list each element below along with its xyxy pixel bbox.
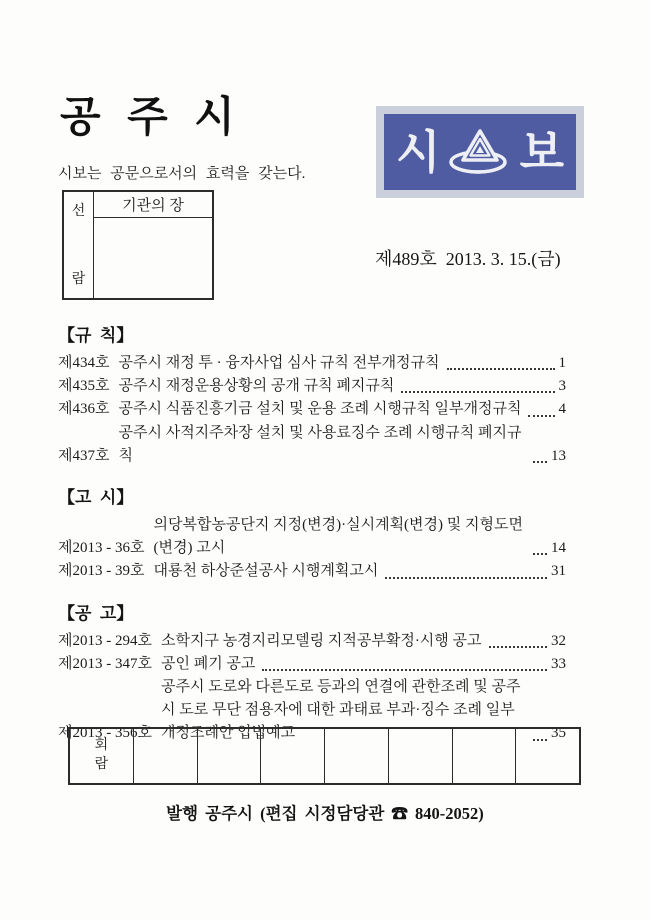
- circulation-empty-cell: [197, 729, 261, 783]
- toc-entry-title: 공주시 재정 투 · 융자사업 심사 규칙 전부개정규칙: [118, 355, 440, 371]
- toc-entry-number: 제2013 - 356호: [58, 725, 152, 742]
- toc-entry: [58, 560, 566, 583]
- dotted-leader: [533, 461, 547, 463]
- toc-entry-page: 4: [558, 401, 566, 418]
- toc-entry: [58, 514, 566, 560]
- toc-section: [58, 488, 566, 584]
- approval-main-column: [94, 192, 212, 298]
- sibo-stamp-inner: [384, 114, 576, 190]
- circulation-empty-cell: [133, 729, 197, 783]
- dotted-leader: [447, 368, 555, 370]
- toc-items: [58, 352, 566, 468]
- toc-entry-page: 3: [558, 378, 566, 395]
- circulation-label-cell: [70, 729, 133, 783]
- toc-entry-title: 공주시 도로와 다른도로 등과의 연결에 관한조례 및 공주시 도로 무단 점용자에 대한 과태료 부과·징수 조례 일부개정조례안 입법예고: [160, 679, 521, 742]
- issue-line: 제489호 2013. 3. 15.(금): [375, 249, 561, 269]
- approval-box: [62, 190, 214, 300]
- toc-section-heading: 【규 칙】: [58, 326, 134, 345]
- sibo-stamp: [376, 106, 584, 198]
- circulation-empty-cell: [388, 729, 452, 783]
- toc-entry-number: 제2013 - 294호: [58, 632, 152, 649]
- circulation-empty-cell: [324, 729, 388, 783]
- gongju-emblem-icon: [448, 128, 512, 176]
- toc-entry-page: 31: [551, 563, 566, 580]
- table-of-contents: [58, 326, 566, 766]
- toc-entry: [58, 398, 566, 421]
- toc-entry: [58, 375, 566, 398]
- circulation-label-bottom: 람: [94, 757, 109, 772]
- toc-entry-title: 의당복합농공단지 지정(변경)·실시계획(변경) 및 지형도면(변경) 고시: [153, 517, 523, 557]
- toc-entry-number: 제2013 - 36호: [58, 540, 145, 557]
- toc-entry-title: 소학지구 농경지리모델링 지적공부확정·시행 공고: [160, 632, 482, 649]
- toc-section-heading: 【고 시】: [58, 488, 134, 508]
- approval-side-top-label: 선: [71, 204, 86, 219]
- toc-entry-title: 공인 폐기 공고: [160, 655, 256, 672]
- circulation-empty-cell: [452, 729, 516, 783]
- dotted-leader: [533, 553, 547, 555]
- circulation-empty-cell: [515, 729, 579, 783]
- toc-entry-number: 제436호: [58, 401, 110, 418]
- toc-entry-number: 제2013 - 39호: [58, 563, 145, 580]
- stamp-char-si: 시: [396, 126, 441, 178]
- toc-section: [58, 604, 566, 746]
- toc-entry: [58, 422, 566, 468]
- dotted-leader: [489, 646, 547, 648]
- page-title: 공 주 시: [60, 95, 243, 141]
- circulation-box: [68, 727, 581, 785]
- approval-side-column: [64, 192, 94, 298]
- toc-entry-title: 대룡천 하상준설공사 시행계획고시: [153, 563, 379, 580]
- approval-side-bottom-label: 람: [71, 272, 86, 287]
- toc-entry-page: 14: [551, 540, 566, 557]
- toc-entry-number: 제434호: [58, 355, 110, 371]
- toc-entry-page: 13: [551, 447, 566, 464]
- toc-items: [58, 514, 566, 584]
- toc-entry-number: 제435호: [58, 378, 110, 395]
- approval-header: 기관의 장: [94, 192, 212, 218]
- publisher-footer: 발행 공주시 (편집 시정담당관 ☎ 840-2052): [166, 804, 484, 823]
- toc-entry: [58, 352, 566, 375]
- toc-entry-number: 제437호: [58, 447, 110, 464]
- approval-signature-area: [94, 218, 212, 298]
- toc-section-heading: 【공 고】: [58, 603, 134, 623]
- dotted-leader: [385, 577, 547, 579]
- toc-entry: [58, 630, 566, 653]
- toc-section: [58, 326, 566, 468]
- toc-entry-page: 35: [551, 725, 566, 742]
- toc-entry-page: 1: [558, 355, 566, 371]
- dotted-leader: [401, 391, 554, 393]
- toc-entry-page: 33: [551, 655, 566, 672]
- circulation-label-top: 회: [94, 738, 109, 754]
- toc-entry-title: 공주시 재정운용상황의 공개 규칙 폐지규칙: [118, 378, 395, 395]
- effect-note: 시보는 공문으로서의 효력을 갖는다.: [58, 166, 306, 182]
- dotted-leader: [262, 669, 547, 671]
- toc-entry-title: 공주시 사적지주차장 설치 및 사용료징수 조례 시행규칙 폐지규칙: [118, 424, 522, 464]
- toc-entry-title: 공주시 식품진흥기금 설치 및 운용 조례 시행규칙 일부개정규칙: [118, 401, 522, 418]
- stamp-char-bo: 보: [519, 126, 564, 178]
- circulation-empty-cell: [260, 729, 324, 783]
- dotted-leader: [528, 415, 554, 417]
- toc-entry-number: 제2013 - 347호: [58, 655, 152, 672]
- toc-entry-page: 32: [551, 632, 566, 649]
- toc-entry: [58, 653, 566, 676]
